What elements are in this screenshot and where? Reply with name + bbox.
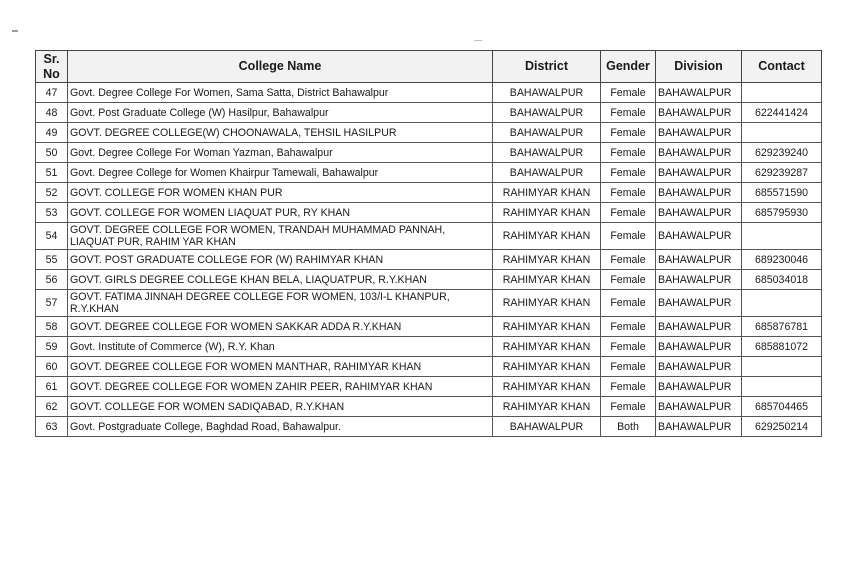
table-row <box>36 143 822 163</box>
table-row <box>36 163 822 183</box>
division-cell: BAHAWALPUR <box>656 83 742 103</box>
division-cell: BAHAWALPUR <box>656 270 742 290</box>
sr-cell: 49 <box>36 123 68 143</box>
college-name-cell: GOVT. COLLEGE FOR WOMEN KHAN PUR <box>68 183 493 203</box>
contact-cell <box>742 377 822 397</box>
division-cell: BAHAWALPUR <box>656 103 742 123</box>
gender-cell: Female <box>601 250 656 270</box>
district-cell: RAHIMYAR KHAN <box>493 377 601 397</box>
gender-cell: Female <box>601 163 656 183</box>
district-cell: RAHIMYAR KHAN <box>493 290 601 317</box>
college-name-cell: GOVT. COLLEGE FOR WOMEN LIAQUAT PUR, RY KHAN <box>68 203 493 223</box>
header-sr-no-label: Sr. No <box>43 51 60 81</box>
header-contact: Contact <box>742 51 822 83</box>
sr-cell: 51 <box>36 163 68 183</box>
district-cell: RAHIMYAR KHAN <box>493 223 601 250</box>
district-cell: BAHAWALPUR <box>493 83 601 103</box>
table-row <box>36 397 822 417</box>
colleges-table <box>35 50 822 437</box>
gender-cell: Female <box>601 377 656 397</box>
gender-cell: Female <box>601 143 656 163</box>
gender-cell: Female <box>601 317 656 337</box>
sr-cell: 59 <box>36 337 68 357</box>
header-district: District <box>493 51 601 83</box>
college-name-cell: Govt. Degree College For Women, Sama Satta, District Bahawalpur <box>68 83 493 103</box>
division-cell: BAHAWALPUR <box>656 317 742 337</box>
gender-cell: Female <box>601 103 656 123</box>
gender-cell: Female <box>601 223 656 250</box>
contact-cell: 689230046 <box>742 250 822 270</box>
division-cell: BAHAWALPUR <box>656 203 742 223</box>
sr-cell: 63 <box>36 417 68 437</box>
division-cell: BAHAWALPUR <box>656 223 742 250</box>
division-cell: BAHAWALPUR <box>656 250 742 270</box>
college-name-cell: GOVT. DEGREE COLLEGE FOR WOMEN MANTHAR, RAHIMYAR KHAN <box>68 357 493 377</box>
division-cell: BAHAWALPUR <box>656 143 742 163</box>
college-name-cell: GOVT. DEGREE COLLEGE FOR WOMEN, TRANDAH MUHAMMAD PANNAH, LIAQUAT PUR, RAHIM YAR KHAN <box>68 223 493 250</box>
contact-cell <box>742 83 822 103</box>
table-row <box>36 417 822 437</box>
table-row <box>36 250 822 270</box>
district-cell: BAHAWALPUR <box>493 103 601 123</box>
district-cell: RAHIMYAR KHAN <box>493 183 601 203</box>
header-gender: Gender <box>601 51 656 83</box>
contact-cell: 629239287 <box>742 163 822 183</box>
gender-cell: Both <box>601 417 656 437</box>
table-row <box>36 377 822 397</box>
table-row <box>36 270 822 290</box>
gender-cell: Female <box>601 290 656 317</box>
district-cell: RAHIMYAR KHAN <box>493 203 601 223</box>
sr-cell: 48 <box>36 103 68 123</box>
division-cell: BAHAWALPUR <box>656 290 742 317</box>
table-row <box>36 290 822 317</box>
sr-cell: 52 <box>36 183 68 203</box>
sr-cell: 54 <box>36 223 68 250</box>
header-sr-no <box>36 51 68 83</box>
sr-cell: 61 <box>36 377 68 397</box>
college-name-cell: Govt. Post Graduate College (W) Hasilpur, Bahawalpur <box>68 103 493 123</box>
gender-cell: Female <box>601 357 656 377</box>
table-row <box>36 317 822 337</box>
district-cell: RAHIMYAR KHAN <box>493 317 601 337</box>
sr-cell: 58 <box>36 317 68 337</box>
contact-cell: 629239240 <box>742 143 822 163</box>
sr-cell: 57 <box>36 290 68 317</box>
division-cell: BAHAWALPUR <box>656 337 742 357</box>
header-division: Division <box>656 51 742 83</box>
division-cell: BAHAWALPUR <box>656 397 742 417</box>
table-row <box>36 123 822 143</box>
division-cell: BAHAWALPUR <box>656 357 742 377</box>
scan-artifact <box>474 40 482 41</box>
sr-cell: 60 <box>36 357 68 377</box>
district-cell: RAHIMYAR KHAN <box>493 357 601 377</box>
table-row <box>36 83 822 103</box>
contact-cell <box>742 223 822 250</box>
college-name-cell: GOVT. DEGREE COLLEGE FOR WOMEN SAKKAR ADDA R.Y.KHAN <box>68 317 493 337</box>
table-row <box>36 203 822 223</box>
division-cell: BAHAWALPUR <box>656 163 742 183</box>
gender-cell: Female <box>601 337 656 357</box>
district-cell: RAHIMYAR KHAN <box>493 397 601 417</box>
table-header-row <box>36 51 822 83</box>
college-name-cell: GOVT. DEGREE COLLEGE(W) CHOONAWALA, TEHSIL HASILPUR <box>68 123 493 143</box>
gender-cell: Female <box>601 123 656 143</box>
district-cell: BAHAWALPUR <box>493 163 601 183</box>
sr-cell: 62 <box>36 397 68 417</box>
contact-cell: 685881072 <box>742 337 822 357</box>
contact-cell: 685034018 <box>742 270 822 290</box>
division-cell: BAHAWALPUR <box>656 417 742 437</box>
contact-cell: 685571590 <box>742 183 822 203</box>
contact-cell: 685795930 <box>742 203 822 223</box>
college-name-cell: GOVT. DEGREE COLLEGE FOR WOMEN ZAHIR PEER, RAHIMYAR KHAN <box>68 377 493 397</box>
sr-cell: 50 <box>36 143 68 163</box>
college-name-cell: GOVT. GIRLS DEGREE COLLEGE KHAN BELA, LIAQUATPUR, R.Y.KHAN <box>68 270 493 290</box>
contact-cell: 685876781 <box>742 317 822 337</box>
table-body <box>36 83 822 437</box>
division-cell: BAHAWALPUR <box>656 123 742 143</box>
sr-cell: 47 <box>36 83 68 103</box>
gender-cell: Female <box>601 183 656 203</box>
division-cell: BAHAWALPUR <box>656 377 742 397</box>
scan-artifact <box>12 30 18 32</box>
sr-cell: 56 <box>36 270 68 290</box>
table-row <box>36 223 822 250</box>
college-name-cell: Govt. Degree College For Woman Yazman, Bahawalpur <box>68 143 493 163</box>
college-name-cell: GOVT. COLLEGE FOR WOMEN SADIQABAD, R.Y.KHAN <box>68 397 493 417</box>
contact-cell: 685704465 <box>742 397 822 417</box>
table-row <box>36 183 822 203</box>
district-cell: BAHAWALPUR <box>493 417 601 437</box>
sr-cell: 55 <box>36 250 68 270</box>
table-row <box>36 337 822 357</box>
district-cell: BAHAWALPUR <box>493 143 601 163</box>
division-cell: BAHAWALPUR <box>656 183 742 203</box>
college-name-cell: GOVT. FATIMA JINNAH DEGREE COLLEGE FOR WOMEN, 103/I-L KHANPUR, R.Y.KHAN <box>68 290 493 317</box>
college-name-cell: Govt. Institute of Commerce (W), R.Y. Khan <box>68 337 493 357</box>
district-cell: BAHAWALPUR <box>493 123 601 143</box>
sr-cell: 53 <box>36 203 68 223</box>
district-cell: RAHIMYAR KHAN <box>493 250 601 270</box>
gender-cell: Female <box>601 203 656 223</box>
district-cell: RAHIMYAR KHAN <box>493 270 601 290</box>
contact-cell <box>742 290 822 317</box>
gender-cell: Female <box>601 270 656 290</box>
contact-cell <box>742 123 822 143</box>
header-college-name: College Name <box>68 51 493 83</box>
gender-cell: Female <box>601 397 656 417</box>
contact-cell: 629250214 <box>742 417 822 437</box>
table-row <box>36 357 822 377</box>
contact-cell <box>742 357 822 377</box>
district-cell: RAHIMYAR KHAN <box>493 337 601 357</box>
college-name-cell: Govt. Postgraduate College, Baghdad Road, Bahawalpur. <box>68 417 493 437</box>
contact-cell: 622441424 <box>742 103 822 123</box>
table-row <box>36 103 822 123</box>
gender-cell: Female <box>601 83 656 103</box>
college-name-cell: Govt. Degree College for Women Khairpur Tamewali, Bahawalpur <box>68 163 493 183</box>
college-name-cell: GOVT. POST GRADUATE COLLEGE FOR (W) RAHIMYAR KHAN <box>68 250 493 270</box>
